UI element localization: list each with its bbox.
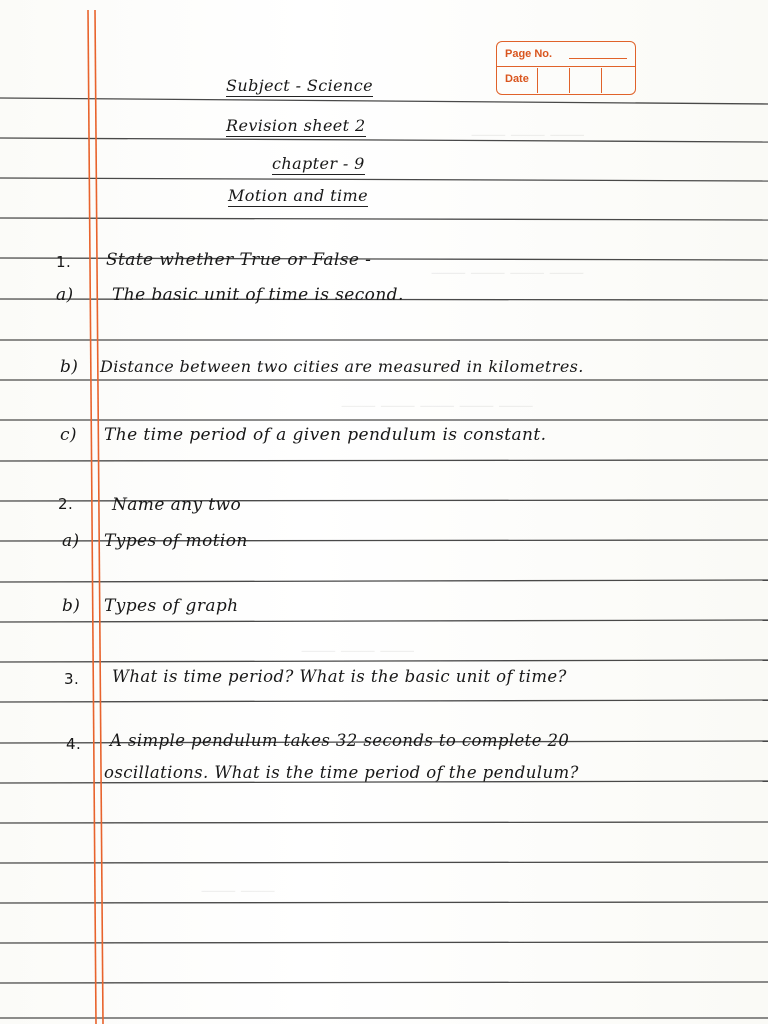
bleed-through-text: ⸻ ⸻: [200, 883, 275, 899]
part-text: Types of motion: [104, 531, 248, 551]
subject-heading: [226, 76, 373, 95]
question-number: 4.: [66, 735, 82, 753]
part-label: b): [62, 596, 81, 616]
bleed-through-text: ⸻ ⸻ ⸻ ⸻: [430, 265, 584, 281]
part-text: Distance between two cities are measured in kilometres.: [100, 357, 584, 376]
date-cell-divider: [537, 68, 538, 93]
question-number: 1.: [56, 253, 72, 271]
chapter-heading: [272, 154, 365, 173]
date-label: Date: [505, 73, 529, 85]
question-number: 3.: [64, 670, 80, 688]
part-label: c): [60, 425, 77, 445]
sheet-text: Revision sheet 2: [226, 116, 366, 135]
question-text: Name any two: [112, 495, 242, 515]
part-label: b): [60, 357, 79, 377]
question-text: State whether True or False -: [106, 250, 372, 270]
question-number: 2.: [58, 495, 74, 513]
question-text-line1: A simple pendulum takes 32 seconds to complete 20: [110, 731, 570, 750]
page-no-label: Page No.: [505, 48, 553, 60]
chapter-text: chapter - 9: [272, 154, 365, 173]
subject-text: Subject - Science: [226, 76, 373, 95]
sheet-heading: [226, 116, 366, 135]
question-text: What is time period? What is the basic unit of time?: [112, 667, 567, 686]
date-cell-divider: [601, 68, 602, 93]
date-cell-divider: [569, 68, 570, 93]
page-no-blank: [569, 58, 627, 59]
topic-heading: [228, 186, 368, 205]
question-text-line2: oscillations. What is the time period of the pendulum?: [104, 763, 579, 782]
part-text: The time period of a given pendulum is constant.: [104, 425, 547, 445]
part-text: The basic unit of time is second.: [112, 285, 404, 305]
part-label: a): [62, 531, 80, 551]
part-label: a): [56, 285, 74, 305]
part-text: Types of graph: [104, 596, 239, 616]
bleed-through-text: ⸻ ⸻ ⸻ ⸻ ⸻: [340, 398, 533, 414]
topic-text: Motion and time: [228, 186, 368, 205]
page-number-date-box: [496, 41, 636, 95]
bleed-through-text: ⸻ ⸻ ⸻: [300, 643, 414, 659]
bleed-through-text: ⸻ ⸻ ⸻: [470, 127, 584, 143]
